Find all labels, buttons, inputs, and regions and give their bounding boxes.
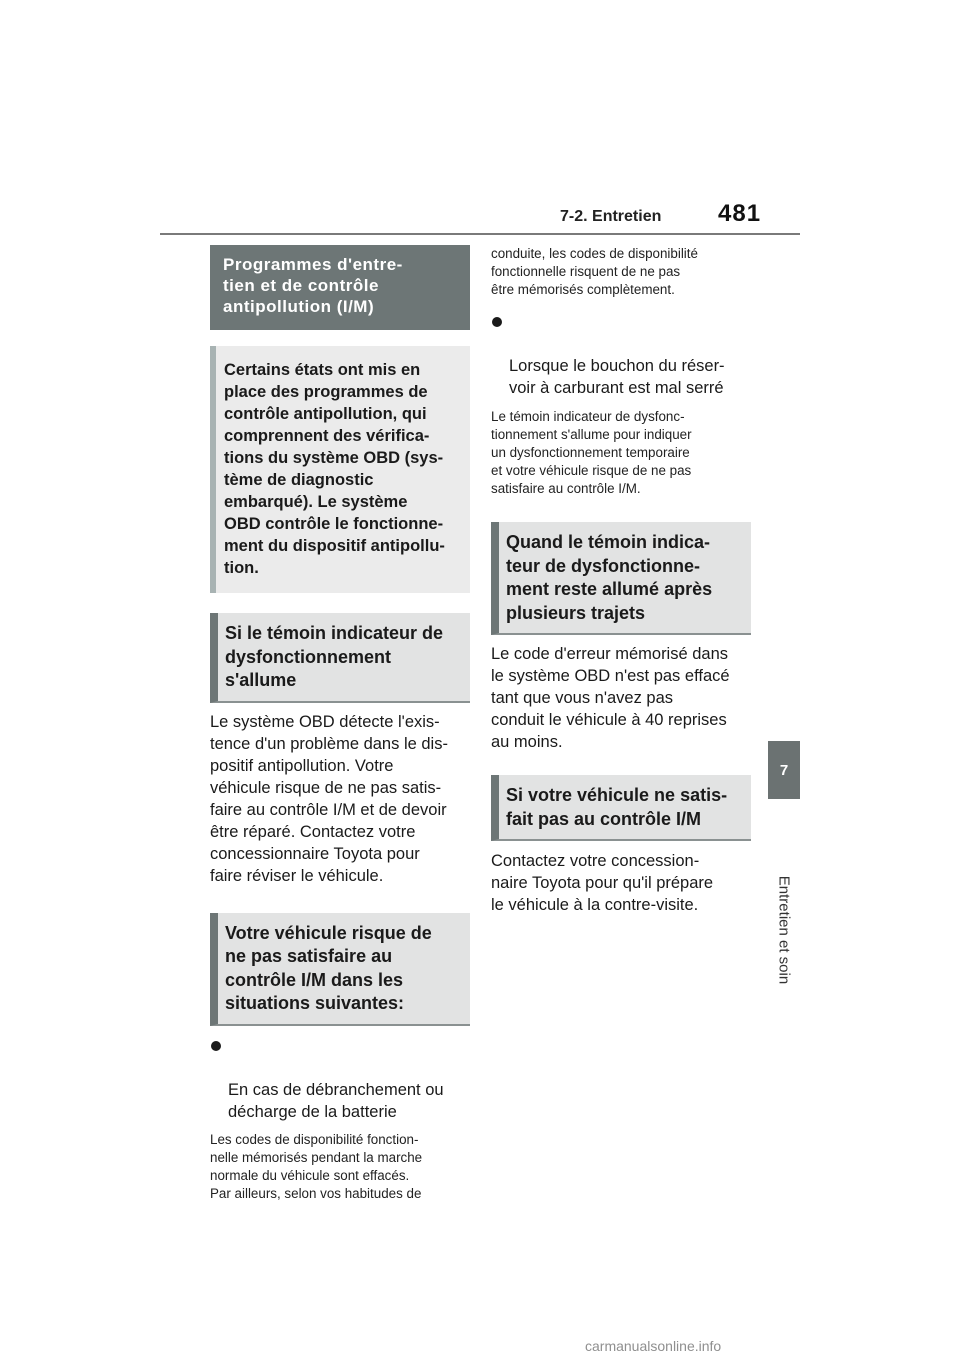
section-heading-fails: Si votre véhicule ne satis- fait pas au contrôle I/M [491,775,751,841]
bullet-fuel-cap-note: Le témoin indicateur de dysfonc- tionnement s'allume pour indiquer un dysfonctionnement temporaire et votre véhicule risque de ne pas satisfaire au contrôle I/M. [491,409,692,496]
bullet-fuel-cap-text: Lorsque le bouchon du réser- voir à carburant est mal serré [509,357,725,397]
bullet-battery-note-continued: conduite, les codes de disponibilité fonctionnelle risquent de ne pas être mémorisés complètement. [491,246,698,297]
section-heading-may-fail: Votre véhicule risque de ne pas satisfaire au contrôle I/M dans les situations suivantes: [210,913,470,1026]
page-number: 481 [718,200,762,227]
bullet-icon [492,317,502,327]
header-divider [160,233,800,235]
section-body-fails: Contactez votre concession- naire Toyota pour qu'il prépare le véhicule à la contre-visite. [491,852,714,914]
right-column [491,245,751,916]
bullet-battery-text: En cas de débranchement ou décharge de la batterie [228,1080,444,1121]
bullet-icon [211,1041,221,1051]
chapter-label: Entretien et soin [775,875,793,985]
bullet-battery-note: Les codes de disponibilité fonction- nelle mémorisés pendant la marche normale du véhicule sont effacés. Par ailleurs, selon vos habitudes de [210,1131,423,1201]
left-column [210,245,470,1203]
chapter-number: 7 [779,761,789,779]
section-body-stays-on: Le code d'erreur mémorisé dans le système OBD n'est pas effacé tant que vous n'avez pas conduit le véhicule à 40 reprises au moins. [491,645,730,751]
section-heading-stays-on: Quand le témoin indica- teur de dysfonctionne- ment reste allumé après plusieurs trajets [491,522,751,635]
bullet-battery [210,1035,470,1123]
section-heading-indicator-on: Si le témoin indicateur de dysfonctionnement s'allume [210,613,470,703]
main-title: Programmes d'entre- tien et de contrôle antipollution (I/M) [210,245,470,330]
section-title: 7-2. Entretien [560,208,662,225]
intro-box: Certains états ont mis en place des programmes de contrôle antipollution, qui comprennent des vérifica- tions du système OBD (sys- tème de diagnostic embarqué). Le système OBD contrôle le fonctionne- ment du dispositif antipollu- tion. [210,346,470,593]
chapter-tab [768,741,800,799]
section-body-indicator-on: Le système OBD détecte l'exis- tence d'un problème dans le dis- positif antipollution. Votre véhicule risque de ne pas satis- faire au contrôle I/M et de devoir être réparé. Contactez votre concessionnaire Toyota pour faire réviser le véhicule. [210,712,448,885]
watermark: carmanualsonline.info [585,1338,722,1354]
bullet-fuel-cap [491,311,751,399]
